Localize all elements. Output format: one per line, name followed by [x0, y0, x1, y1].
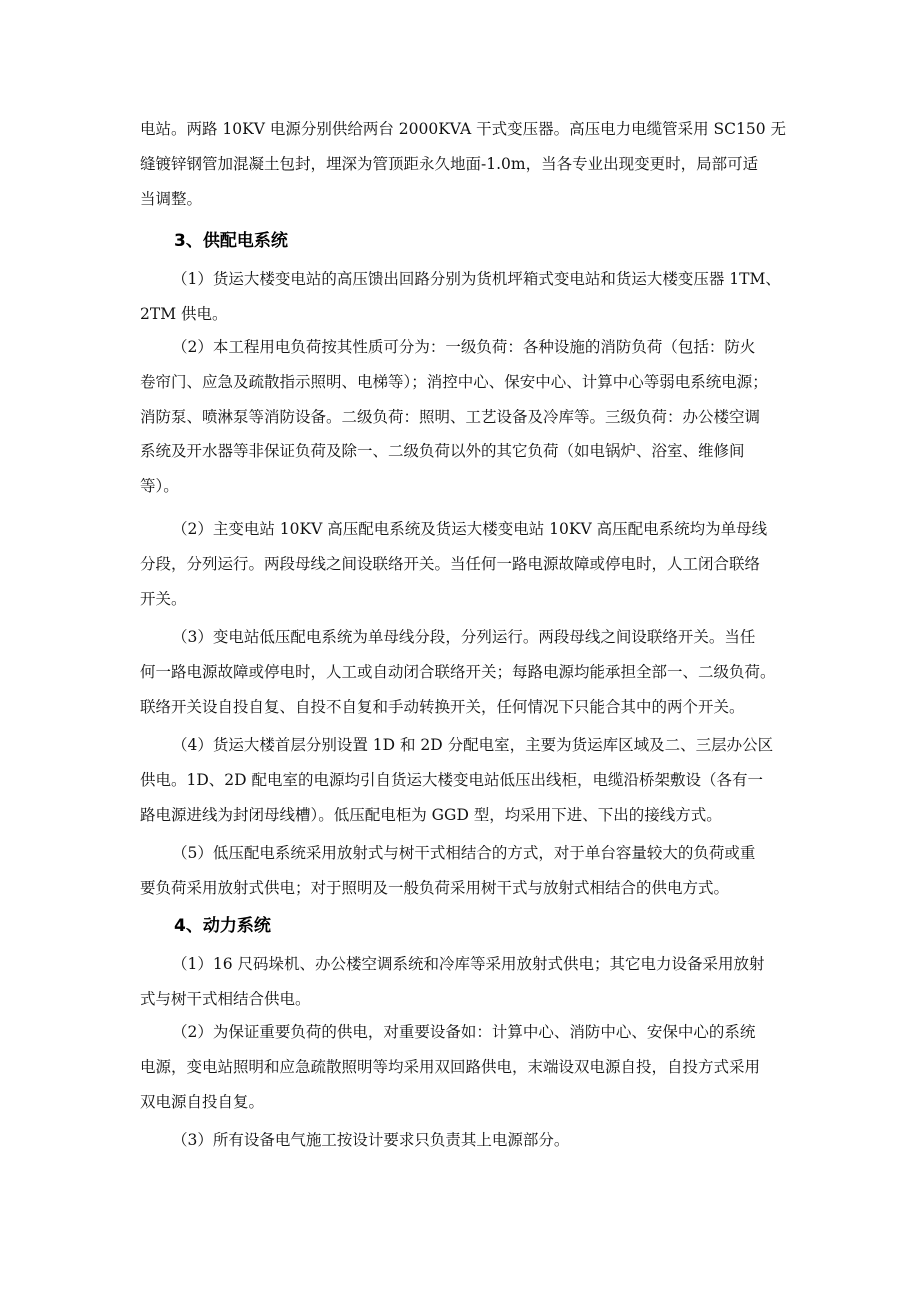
text-line: 卷帘门、应急及疏散指示照明、电梯等）；消控中心、保安中心、计算中心等弱电系统电源；	[140, 372, 768, 391]
text-line: 开关。	[140, 589, 187, 608]
text-line: 缝镀锌钢管加混凝土包封，埋深为管顶距永久地面-1.0m，当各专业出现变更时，局部可适	[140, 154, 759, 173]
text-line: 系统及开水器等非保证负荷及除一、二级负荷以外的其它负荷（如电锅炉、浴室、维修间	[140, 442, 745, 461]
text-line: （1）16 尺码垛机、办公楼空调系统和冷库等采用放射式供电；其它电力设备采用放射	[172, 955, 765, 973]
text-line: （1）货运大楼变电站的高压馈出回路分别为货机坪箱式变电站和货运大楼变压器 1TM、	[172, 270, 781, 288]
text-line: 路电源进线为封闭母线槽）。低压配电柜为 GGD 型，均采用下进、下出的接线方式。	[140, 805, 722, 824]
section4-paragraph-1	[140, 947, 782, 1017]
text-line: 要负荷采用放射式供电；对于照明及一般负荷采用树干式与放射式相结合的供电方式。	[140, 878, 730, 897]
text-line: （5）低压配电系统采用放射式与树干式相结合的方式，对于单台容量较大的负荷或重	[172, 844, 756, 862]
section3-paragraph-4	[140, 620, 782, 724]
section-heading-3: 3、供配电系统	[174, 231, 288, 251]
text-line: 双电源自投自复。	[140, 1092, 265, 1111]
text-line: 等）。	[140, 477, 179, 496]
text-line: 式与树干式相结合供电。	[140, 989, 311, 1008]
section3-paragraph-1	[140, 262, 782, 332]
section3-paragraph-5	[140, 728, 782, 832]
text-line: 2TM 供电。	[140, 304, 228, 323]
section4-paragraph-2	[140, 1015, 782, 1119]
section3-paragraph-3	[140, 512, 782, 616]
text-line: （2）为保证重要负荷的供电，对重要设备如：计算中心、消防中心、安保中心的系统	[172, 1023, 756, 1041]
intro-paragraph	[140, 112, 786, 216]
text-line: 电源，变电站照明和应急疏散照明等均采用双回路供电，末端设双电源自投，自投方式采用	[140, 1057, 761, 1076]
text-line: （2）本工程用电负荷按其性质可分为：一级负荷：各种设施的消防负荷（包括：防火	[172, 338, 756, 356]
text-line: 分段，分列运行。两段母线之间设联络开关。当任何一路电源故障或停电时，人工闭合联络	[140, 554, 761, 573]
section3-paragraph-6	[140, 836, 782, 906]
text-line: 何一路电源故障或停电时，人工或自动闭合联络开关；每路电源均能承担全部一、二级负荷。	[140, 662, 776, 681]
text-line: 当调整。	[140, 189, 203, 208]
text-line: 联络开关设自投自复、自投不自复和手动转换开关，任何情况下只能合其中的两个开关。	[140, 697, 745, 716]
text-line: 电站。两路 10KV 电源分别供给两台 2000KVA 干式变压器。高压电力电缆管采用 SC150 无	[140, 120, 786, 138]
text-line: （3）所有设备电气施工按设计要求只负责其上电源部分。	[172, 1131, 570, 1149]
text-line: （3）变电站低压配电系统为单母线分段，分列运行。两段母线之间设联络开关。当任	[172, 628, 756, 646]
text-line: 消防泵、喷淋泵等消防设备。二级负荷：照明、工艺设备及冷库等。三级负荷：办公楼空调	[140, 407, 761, 426]
section4-paragraph-3	[140, 1123, 782, 1158]
section3-paragraph-2	[140, 330, 782, 504]
section-heading-4: 4、动力系统	[174, 916, 271, 936]
text-line: （2）主变电站 10KV 高压配电系统及货运大楼变电站 10KV 高压配电系统均为单母线	[172, 520, 768, 538]
text-line: （4）货运大楼首层分别设置 1D 和 2D 分配电室，主要为货运库区域及二、三层办公区	[172, 736, 774, 754]
text-line: 供电。1D、2D 配电室的电源均引自货运大楼变电站低压出线柜，电缆沿桥架敷设（各有一	[140, 770, 764, 789]
